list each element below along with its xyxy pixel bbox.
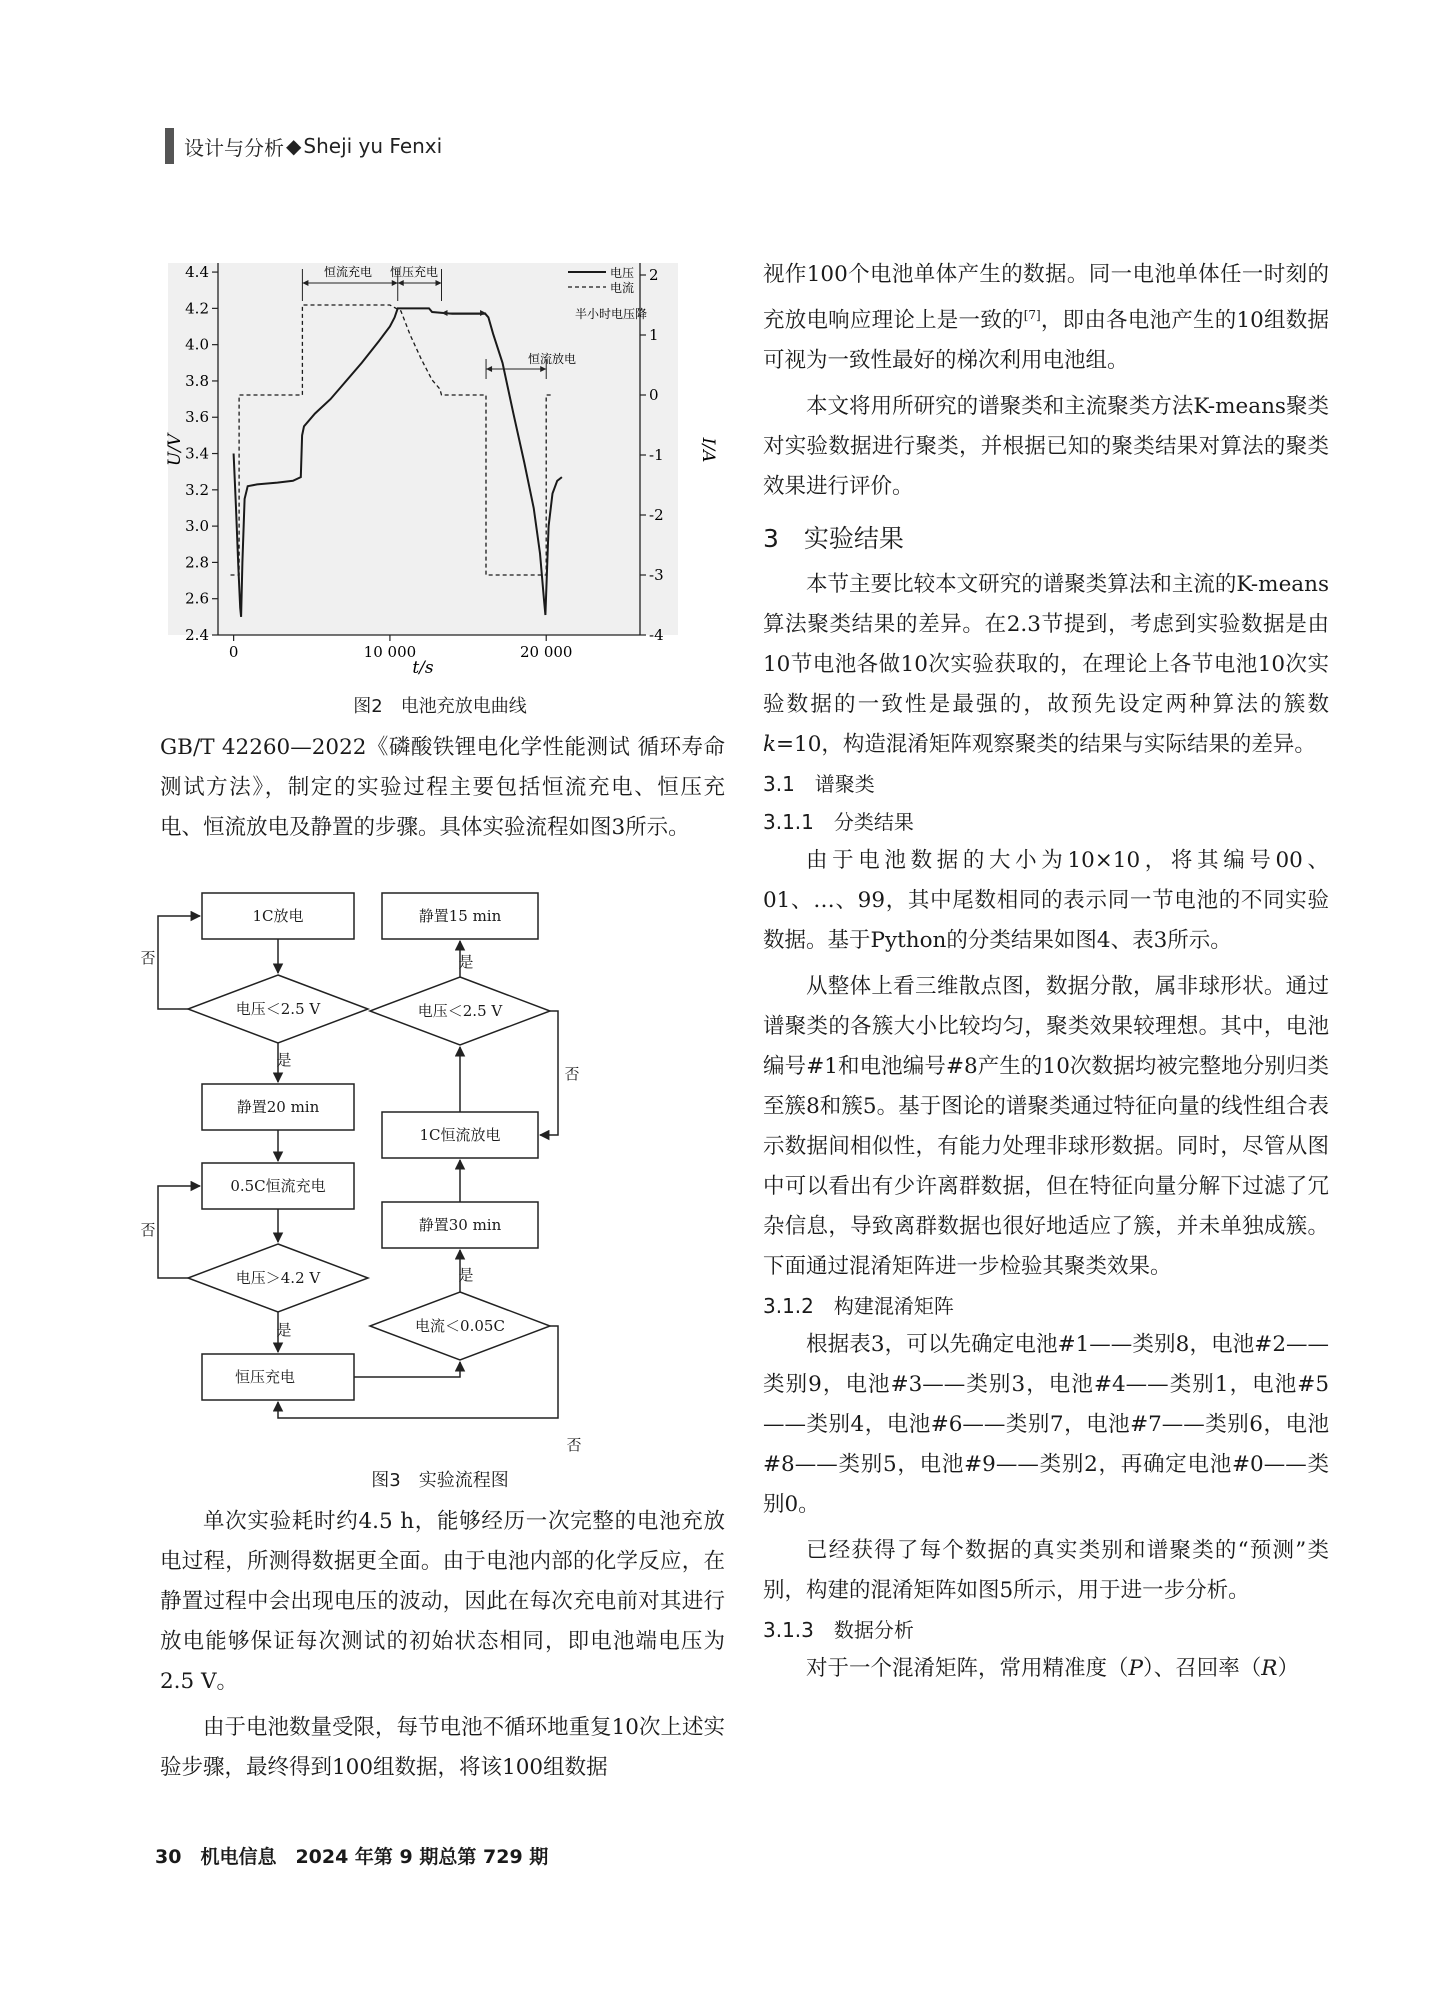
y-left-tick-label: 3.0 — [185, 517, 209, 536]
y-left-tick-label: 3.4 — [185, 444, 209, 463]
x-tick-label: 20 000 — [519, 643, 573, 661]
x-axis-label: t/s — [412, 658, 434, 678]
y-right-label: I/A — [698, 437, 718, 463]
right-paragraph-7: 已经获得了每个数据的真实类别和谱聚类的“预测”类别，构建的混淆矩阵如图5所示，用于进一步分析。 — [763, 1538, 1329, 1604]
header-diamond: ◆ — [286, 134, 302, 158]
section-3-heading: 3 实验结果 — [763, 524, 904, 554]
label-voltage-lt-25-left: 电压＜2.5 V — [235, 1000, 321, 1018]
y-right-tick-label: -1 — [649, 446, 664, 464]
y-right-tick-label: -3 — [649, 566, 664, 584]
left-paragraph-1: GB/T 42260—2022《磷酸铁锂电化学性能测试 循环寿命测试方法》，制定的实验过程主要包括恒流充电、恒压充电、恒流放电及静置的步骤。具体实验流程如图3所示。 — [160, 735, 725, 840]
label-current-lt-005c: 电流＜0.05C — [415, 1317, 505, 1335]
right-paragraph-2: 本文将用所研究的谱聚类和主流聚类方法K-means聚类对实验数据进行聚类，并根据已知的聚类结果对算法的聚类效果进行评价。 — [763, 394, 1329, 500]
y-right-tick-label: 2 — [649, 266, 659, 284]
edge-yes-1: 是 — [276, 1051, 292, 1069]
x-tick-label: 10 000 — [363, 643, 417, 661]
right-paragraph-4: 由于电池数据的大小为10×10，将其编号00、01、…、99，其中尾数相同的表示同一节电池的不同实验数据。基于Python的分类结果如图4、表3所示。 — [763, 848, 1329, 954]
edge-no-2: 否 — [140, 1221, 156, 1239]
annot-half-hour-drop: 半小时电压降 — [575, 307, 648, 321]
y-left-tick-label: 3.8 — [185, 371, 209, 390]
y-left-tick-label: 4.0 — [185, 335, 209, 354]
y-right-tick-label: 0 — [649, 386, 659, 404]
edge-yes-3: 是 — [458, 1266, 474, 1284]
legend-voltage: 电压 — [610, 266, 635, 280]
left-paragraph-2: 单次实验耗时约4.5 h，能够经历一次完整的电池充放电过程，所测得数据更全面。由于电池内部的化学反应，在静置过程中会出现电压的波动，因此在每次充电前对其进行放电能够保证每次测试的初始状态相同，即电池端电压为2.5 V。 — [160, 1509, 725, 1694]
annot-cv-charge: 恒压充电 — [389, 265, 439, 279]
y-left-tick-label: 3.2 — [185, 480, 209, 499]
header-bar — [165, 128, 174, 164]
figure-2-chart — [160, 255, 720, 685]
right-paragraph-3: 本节主要比较本文研究的谱聚类算法和主流的K-means算法聚类结果的差异。在2.3节提到，考虑到实验数据是由10节电池各做10次实验获取的，在理论上各节电池10次实验数据的一致性是最强的，故预先设定两种算法的簇数k=10，构造混淆矩阵观察聚类的结果与实际结果的差异。 — [763, 572, 1329, 758]
subsection-3-1-1-heading: 3.1.1 分类结果 — [763, 810, 914, 835]
x-tick-label: 0 — [228, 643, 239, 661]
y-left-tick-label: 2.8 — [185, 553, 209, 572]
label-1c-cc-discharge: 1C恒流放电 — [419, 1126, 501, 1144]
figure-3-caption: 图3 实验流程图 — [371, 1470, 509, 1491]
y-left-tick-label: 2.4 — [185, 626, 209, 644]
y-right-tick-label: -4 — [649, 626, 664, 644]
left-paragraph-3: 由于电池数量受限，每节电池不循环地重复10次上述实验步骤，最终得到100组数据，将该100组数据 — [160, 1715, 725, 1780]
y-right-tick-label: -2 — [649, 506, 664, 524]
figure-2-caption: 图2 电池充放电曲线 — [353, 696, 527, 717]
edge-yes-4: 是 — [458, 953, 474, 971]
right-paragraph-8: 对于一个混淆矩阵，常用精准度（P）、召回率（R） — [806, 1656, 1299, 1682]
label-1c-discharge: 1C放电 — [252, 907, 304, 925]
label-rest-30: 静置30 min — [418, 1216, 502, 1234]
y-left-tick-label: 4.2 — [185, 299, 209, 318]
label-voltage-lt-25-right: 电压＜2.5 V — [417, 1002, 503, 1020]
label-cc-05c: 0.5C恒流充电 — [230, 1177, 326, 1195]
y-left-label: U/V — [165, 433, 185, 467]
label-rest-20: 静置20 min — [236, 1098, 320, 1116]
right-paragraph-1: 视作100个电池单体产生的数据。同一电池单体任一时刻的充放电响应理论上是一致的[7]，即由各电池产生的10组数据可视为一致性最好的梯次利用电池组。 — [763, 262, 1329, 374]
label-rest-15: 静置15 min — [418, 907, 502, 925]
edge-no-1: 否 — [140, 949, 156, 967]
right-paragraph-5: 从整体上看三维散点图，数据分散，属非球形状。通过谱聚类的各簇大小比较均匀，聚类效果较理想。其中，电池编号#1和电池编号#8产生的10次数据均被完整地分别归类至簇8和簇5。基于图论的谱聚类通过特征向量的线性组合表示数据间相似性，有能力处理非球形数据。同时，尽管从图中可以看出有少许离群数据，但在特征向量分解下过滤了冗杂信息，导致离群数据也很好地适应了簇，并未单独成簇。下面通过混淆矩阵进一步检验其聚类效果。 — [763, 974, 1329, 1280]
edge-no-4: 否 — [566, 1436, 582, 1454]
label-cv-charge: 恒压充电 — [234, 1368, 296, 1386]
subsection-3-1-heading: 3.1 谱聚类 — [763, 772, 875, 797]
edge-yes-2: 是 — [276, 1321, 292, 1339]
subsection-3-1-2-heading: 3.1.2 构建混淆矩阵 — [763, 1294, 954, 1319]
header-journal-cn: 设计与分析 — [184, 135, 284, 160]
header-journal-pinyin: Sheji yu Fenxi — [303, 134, 443, 158]
subsection-3-1-3-heading: 3.1.3 数据分析 — [763, 1618, 914, 1643]
figure-3-flowchart — [140, 885, 730, 1460]
running-header — [165, 128, 442, 164]
annot-cc-charge: 恒流充电 — [323, 265, 373, 279]
citation-7: [7] — [1023, 308, 1041, 322]
y-right-tick-label: 1 — [649, 326, 659, 344]
legend-current: 电流 — [610, 281, 635, 295]
label-voltage-gt-42: 电压＞4.2 V — [235, 1269, 321, 1287]
left-column-top — [160, 728, 725, 848]
edge-no-3: 否 — [564, 1065, 580, 1083]
right-paragraph-6: 根据表3，可以先确定电池#1——类别8，电池#2——类别9，电池#3——类别3，电池#4——类别1，电池#5——类别4，电池#6——类别7，电池#7——类别6，电池#8——类别5，电池#9——类别2，再确定电池#0——类别0。 — [763, 1332, 1329, 1518]
y-left-tick-label: 2.6 — [185, 589, 209, 608]
page-footer: 30 机电信息 2024 年第 9 期总第 729 期 — [155, 1846, 549, 1868]
right-column — [763, 255, 1329, 1689]
left-column-bottom — [160, 1502, 725, 1788]
y-left-tick-label: 4.4 — [185, 263, 209, 282]
annot-cc-discharge: 恒流放电 — [527, 352, 577, 366]
y-left-tick-label: 3.6 — [185, 408, 209, 427]
